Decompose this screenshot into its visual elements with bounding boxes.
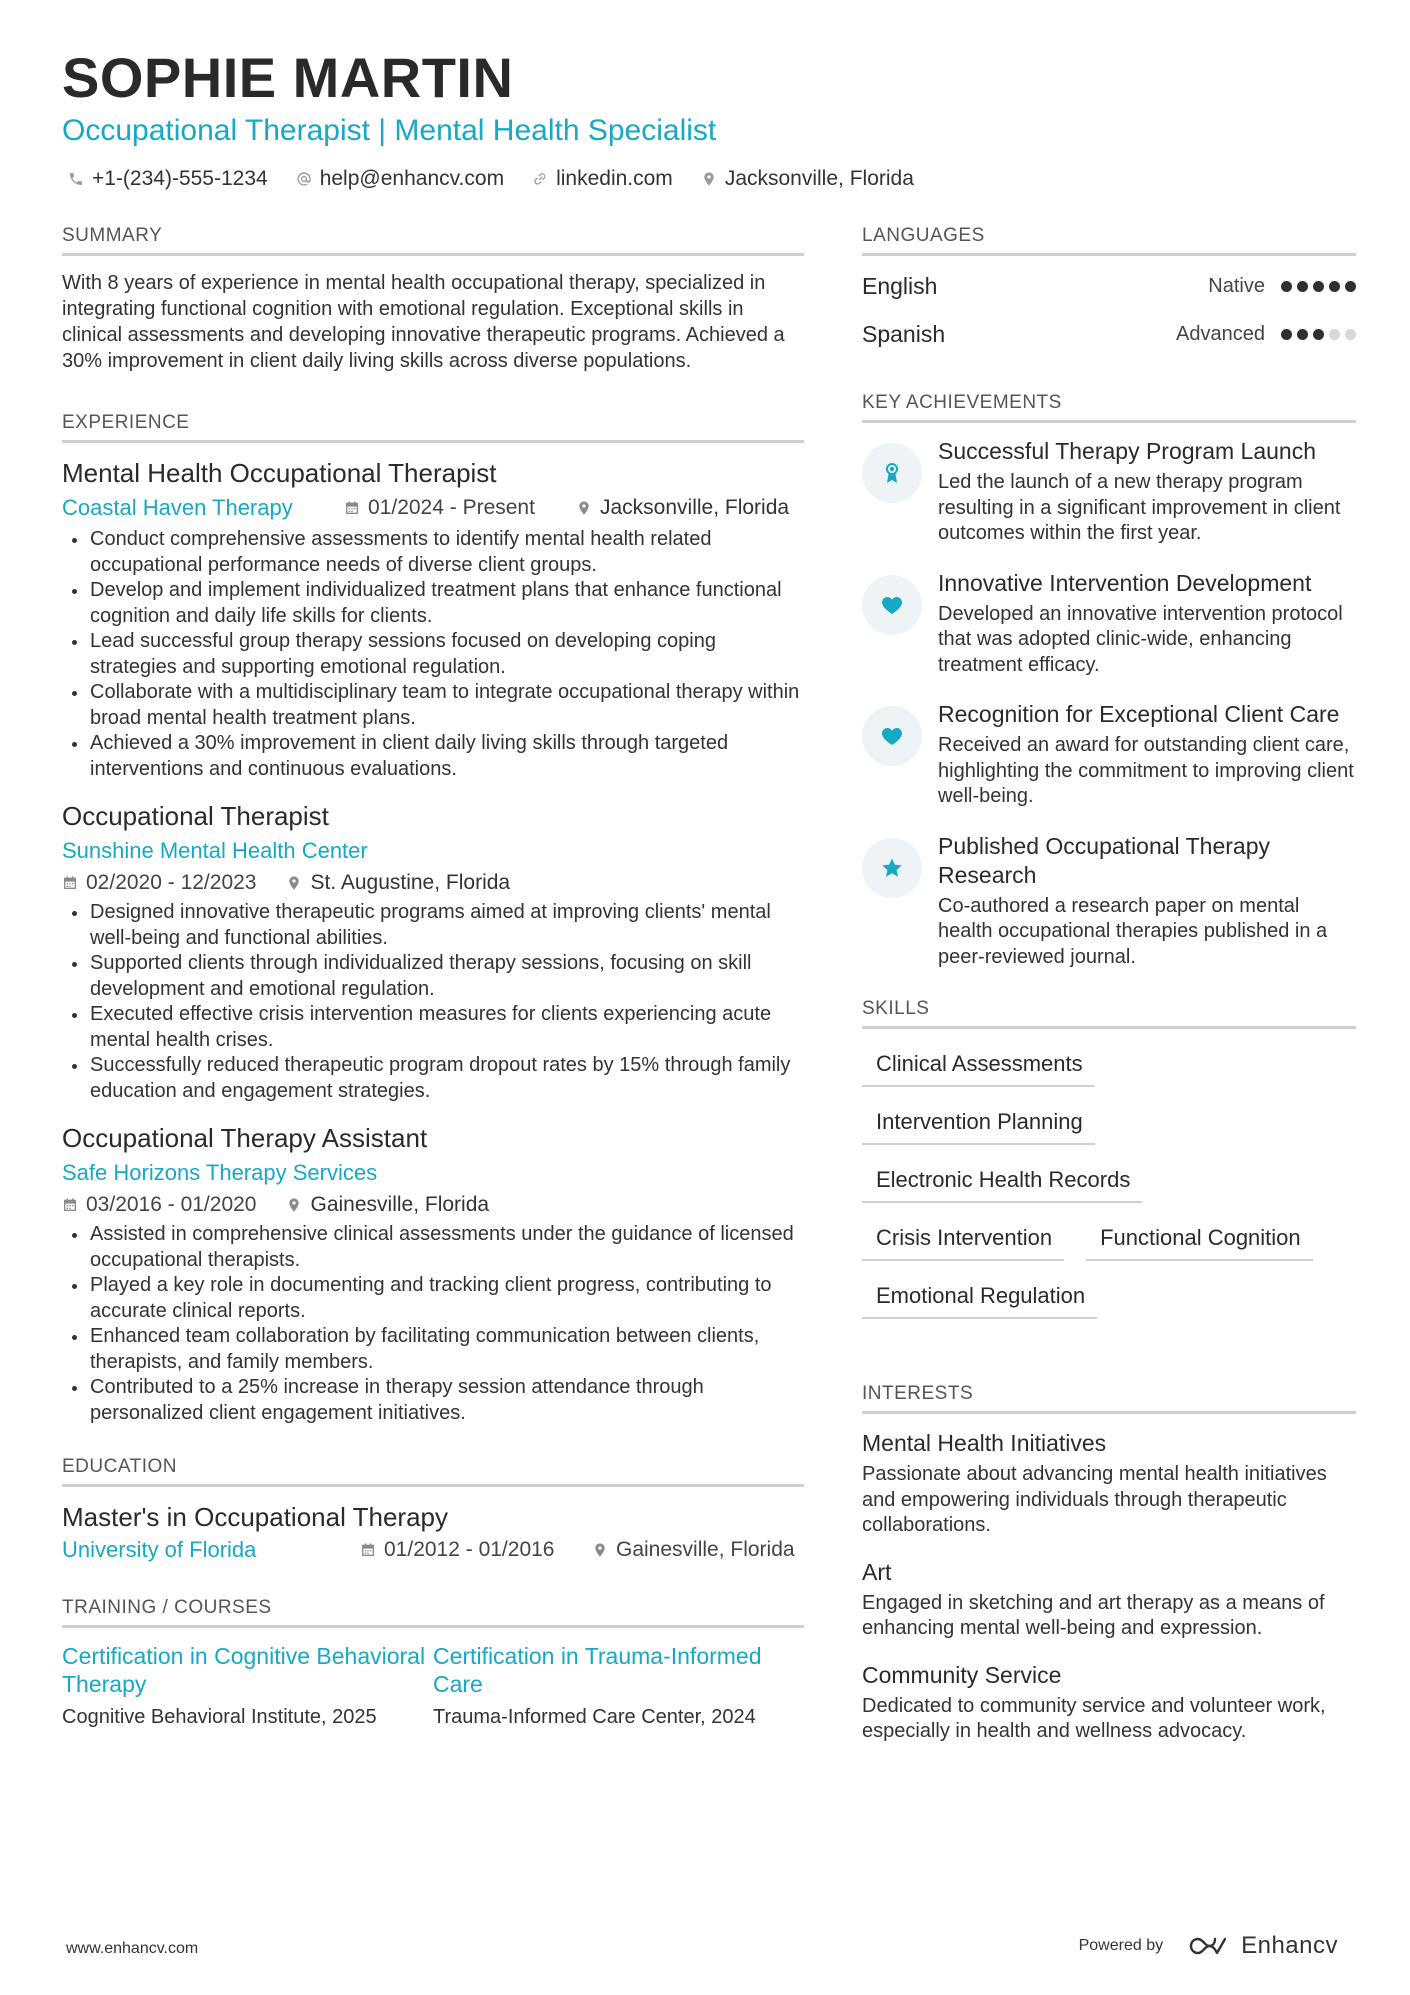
job-meta	[62, 491, 804, 525]
candidate-name: SOPHIE MARTIN	[62, 46, 514, 109]
star-icon	[880, 856, 904, 880]
language-proficiency	[1208, 275, 1356, 298]
interest-item	[862, 1557, 1356, 1642]
powered-by-label: Powered by	[1078, 1937, 1164, 1954]
interest-item	[862, 1660, 1356, 1745]
language-row	[862, 262, 1356, 310]
candidate-headline: Occupational Therapist | Mental Health Specialist	[62, 114, 717, 147]
dates-text: 01/2012 - 01/2016	[384, 1538, 555, 1561]
section-title: SKILLS	[862, 998, 1356, 1029]
heart-icon	[880, 593, 904, 617]
phone-text: +1-(234)-555-1234	[92, 167, 268, 190]
achievement-icon-badge	[862, 443, 922, 503]
achievement-item	[862, 832, 1356, 971]
skills-section	[862, 998, 1356, 1333]
education-location	[592, 1533, 795, 1567]
location-text: Gainesville, Florida	[310, 1193, 490, 1216]
achievement-desc: Led the launch of a new therapy program resulting in a significant improvement in client outcomes within the first year.	[938, 471, 1341, 544]
interest-desc: Dedicated to community service and volunteer work, especially in health and wellness advocacy.	[862, 1694, 1326, 1742]
course-list	[62, 1642, 804, 1730]
interest-title: Community Service	[862, 1661, 1062, 1688]
course-item	[433, 1642, 804, 1730]
education-section	[62, 1456, 804, 1567]
language-name: Spanish	[862, 320, 946, 347]
link-icon	[532, 171, 548, 187]
enhancv-logo-icon	[1187, 1934, 1231, 1958]
skills-list	[862, 1043, 1356, 1333]
proficiency-dot-filled	[1281, 281, 1292, 292]
calendar-icon	[62, 1197, 78, 1213]
proficiency-dot-filled	[1313, 281, 1324, 292]
footer-website[interactable]: www.enhancv.com	[66, 1940, 199, 1957]
job-location	[286, 1190, 489, 1220]
achievement-desc: Developed an innovative intervention protocol that was adopted clinic-wide, enhancing treatment efficacy.	[938, 602, 1343, 676]
bullet-item: Supported clients through individualized therapy sessions, focusing on skill development and emotional regulation.	[62, 951, 804, 1002]
achievements-section	[862, 392, 1356, 970]
job-title: Occupational Therapy Assistant	[62, 1123, 428, 1153]
dates-text: 01/2024 - Present	[368, 496, 535, 519]
achievement-title: Innovative Intervention Development	[938, 569, 1312, 596]
language-level: Advanced	[1176, 322, 1265, 345]
interest-title: Mental Health Initiatives	[862, 1430, 1107, 1456]
location-pin-icon	[576, 500, 592, 516]
location-pin-icon	[592, 1542, 608, 1558]
degree-title: Master's in Occupational Therapy	[62, 1502, 449, 1532]
language-row	[862, 310, 1356, 358]
contact-location	[701, 167, 914, 191]
email-text: help@enhancv.com	[319, 167, 505, 190]
bullet-item: Collaborate with a multidisciplinary team to integrate occupational therapy within broad mental health treatment plans.	[62, 680, 804, 731]
interests-section	[862, 1383, 1356, 1745]
calendar-icon	[62, 875, 78, 891]
heart-icon	[880, 724, 904, 748]
brand-logo[interactable]	[1187, 1932, 1338, 1960]
job-entry	[62, 457, 804, 782]
contact-phone[interactable]	[68, 167, 268, 191]
proficiency-dot-filled	[1297, 329, 1308, 340]
job-dates	[62, 868, 256, 898]
proficiency-dot-empty	[1345, 329, 1356, 340]
education-meta	[62, 1533, 804, 1567]
training-section	[62, 1597, 804, 1730]
company-name: Safe Horizons Therapy Services	[62, 1160, 378, 1185]
course-item	[62, 1642, 433, 1730]
course-desc: Trauma-Informed Care Center, 2024	[433, 1706, 756, 1728]
skill-tag: Clinical Assessments	[862, 1043, 1095, 1087]
section-title: EDUCATION	[62, 1456, 804, 1487]
school-name: University of Florida	[62, 1537, 257, 1562]
language-name: English	[862, 272, 938, 299]
bullet-item: Successfully reduced therapeutic program dropout rates by 15% through family education and engagement strategies.	[62, 1053, 804, 1104]
section-title: TRAINING / COURSES	[62, 1597, 804, 1628]
bullet-item: Contributed to a 25% increase in therapy session attendance through personalized client engagement initiatives.	[62, 1375, 804, 1426]
location-pin-icon	[286, 875, 302, 891]
interest-title: Art	[862, 1558, 892, 1585]
skill-tag: Intervention Planning	[862, 1101, 1095, 1145]
location-text: St. Augustine, Florida	[310, 871, 511, 894]
section-title: SUMMARY	[62, 225, 804, 256]
calendar-icon	[360, 1542, 376, 1558]
job-entry	[62, 1122, 804, 1426]
award-icon	[880, 461, 904, 485]
proficiency-dot-filled	[1281, 329, 1292, 340]
contact-bar	[68, 167, 914, 191]
job-title: Occupational Therapist	[62, 801, 329, 831]
proficiency-dot-empty	[1329, 329, 1340, 340]
education-dates	[360, 1533, 592, 1567]
language-proficiency	[1176, 323, 1356, 346]
achievement-title: Recognition for Exceptional Client Care	[938, 701, 1340, 727]
section-title: KEY ACHIEVEMENTS	[862, 392, 1356, 423]
company-name: Coastal Haven Therapy	[62, 495, 293, 520]
course-desc: Cognitive Behavioral Institute, 2025	[62, 1706, 377, 1728]
location-text: Jacksonville, Florida	[600, 496, 790, 519]
achievement-icon-badge	[862, 838, 922, 898]
job-meta-line	[62, 1190, 804, 1220]
section-title: EXPERIENCE	[62, 412, 804, 443]
job-location	[576, 491, 789, 525]
location-pin-icon	[701, 171, 717, 187]
summary-text: With 8 years of experience in mental health occupational therapy, specialized in integrating functional cognition with emotional regulation. Exceptional skills in clinical assessments and developing innovative therapeutic programs. Achieved a 30% improvement in client daily living skills across diverse populations.	[62, 272, 785, 372]
job-title: Mental Health Occupational Therapist	[62, 458, 497, 488]
achievement-title: Published Occupational Therapy Research	[938, 832, 1271, 888]
achievement-item	[862, 700, 1356, 810]
bullet-item: Played a key role in documenting and tracking client progress, contributing to accurate clinical reports.	[62, 1273, 804, 1324]
left-column	[62, 225, 804, 1730]
skill-tag: Crisis Intervention	[862, 1217, 1064, 1261]
bullet-item: Lead successful group therapy sessions focused on developing coping strategies and supporting emotional regulation.	[62, 629, 804, 680]
proficiency-dot-filled	[1297, 281, 1308, 292]
experience-section	[62, 412, 804, 1426]
job-meta-line	[62, 868, 804, 898]
dates-text: 03/2016 - 01/2020	[86, 1193, 257, 1216]
achievement-title: Successful Therapy Program Launch	[938, 438, 1316, 464]
brand-name: Enhancv	[1241, 1932, 1338, 1959]
company-name: Sunshine Mental Health Center	[62, 838, 368, 863]
phone-icon	[68, 171, 84, 187]
section-title: INTERESTS	[862, 1383, 1356, 1414]
interest-desc: Engaged in sketching and art therapy as a means of enhancing mental well-being and expression.	[862, 1591, 1325, 1639]
job-bullets	[62, 900, 804, 1104]
skill-tag: Electronic Health Records	[862, 1159, 1142, 1203]
language-level: Native	[1208, 274, 1265, 297]
calendar-icon	[344, 500, 360, 516]
skill-tag: Emotional Regulation	[862, 1275, 1097, 1319]
bullet-item: Enhanced team collaboration by facilitating communication between clients, therapists, and family members.	[62, 1324, 804, 1375]
bullet-item: Assisted in comprehensive clinical assessments under the guidance of licensed occupational therapists.	[62, 1222, 804, 1273]
job-dates	[62, 1190, 256, 1220]
bullet-item: Executed effective crisis intervention measures for clients experiencing acute mental health crises.	[62, 1002, 804, 1053]
proficiency-dots	[1281, 281, 1356, 292]
achievement-icon-badge	[862, 706, 922, 766]
location-pin-icon	[286, 1197, 302, 1213]
job-entry	[62, 800, 804, 1104]
achievement-item	[862, 437, 1356, 547]
proficiency-dot-filled	[1313, 329, 1324, 340]
achievement-item	[862, 569, 1356, 679]
at-icon	[296, 171, 312, 187]
languages-section	[862, 225, 1356, 358]
linkedin-text: linkedin.com	[556, 167, 673, 190]
footer-branding	[1079, 1932, 1338, 1960]
job-bullets	[62, 1222, 804, 1426]
proficiency-dot-filled	[1329, 281, 1340, 292]
right-column	[862, 225, 1356, 1763]
job-dates	[344, 491, 576, 525]
proficiency-dots	[1281, 329, 1356, 340]
bullet-item: Achieved a 30% improvement in client daily living skills through targeted interventions and continuous evaluations.	[62, 731, 804, 782]
interest-desc: Passionate about advancing mental health initiatives and empowering individuals through therapeutic collaborations.	[862, 1463, 1327, 1536]
location-text: Jacksonville, Florida	[724, 167, 914, 190]
bullet-item: Conduct comprehensive assessments to identify mental health related occupational performance needs of diverse client groups.	[62, 527, 804, 578]
job-meta	[62, 1156, 804, 1190]
course-title: Certification in Trauma-Informed Care	[433, 1643, 762, 1697]
location-text: Gainesville, Florida	[616, 1538, 795, 1561]
job-meta	[62, 834, 804, 868]
dates-text: 02/2020 - 12/2023	[86, 871, 257, 894]
bullet-item: Designed innovative therapeutic programs aimed at improving clients' mental well-being and functional abilities.	[62, 900, 804, 951]
contact-linkedin[interactable]	[532, 167, 673, 191]
skill-tag: Functional Cognition	[1086, 1217, 1313, 1261]
proficiency-dot-filled	[1345, 281, 1356, 292]
achievement-desc: Co-authored a research paper on mental health occupational therapies published in a peer-reviewed journal.	[938, 894, 1328, 968]
achievement-icon-badge	[862, 575, 922, 635]
summary-section	[62, 225, 804, 374]
contact-email[interactable]	[296, 167, 504, 191]
job-location	[286, 868, 510, 898]
achievement-desc: Received an award for outstanding client care, highlighting the commitment to improving client well-being.	[938, 734, 1354, 807]
interest-item	[862, 1428, 1356, 1539]
course-title: Certification in Cognitive Behavioral Therapy	[62, 1643, 426, 1697]
section-title: LANGUAGES	[862, 225, 1356, 256]
job-bullets	[62, 527, 804, 782]
bullet-item: Develop and implement individualized treatment plans that enhance functional cognition and daily life skills for clients.	[62, 578, 804, 629]
